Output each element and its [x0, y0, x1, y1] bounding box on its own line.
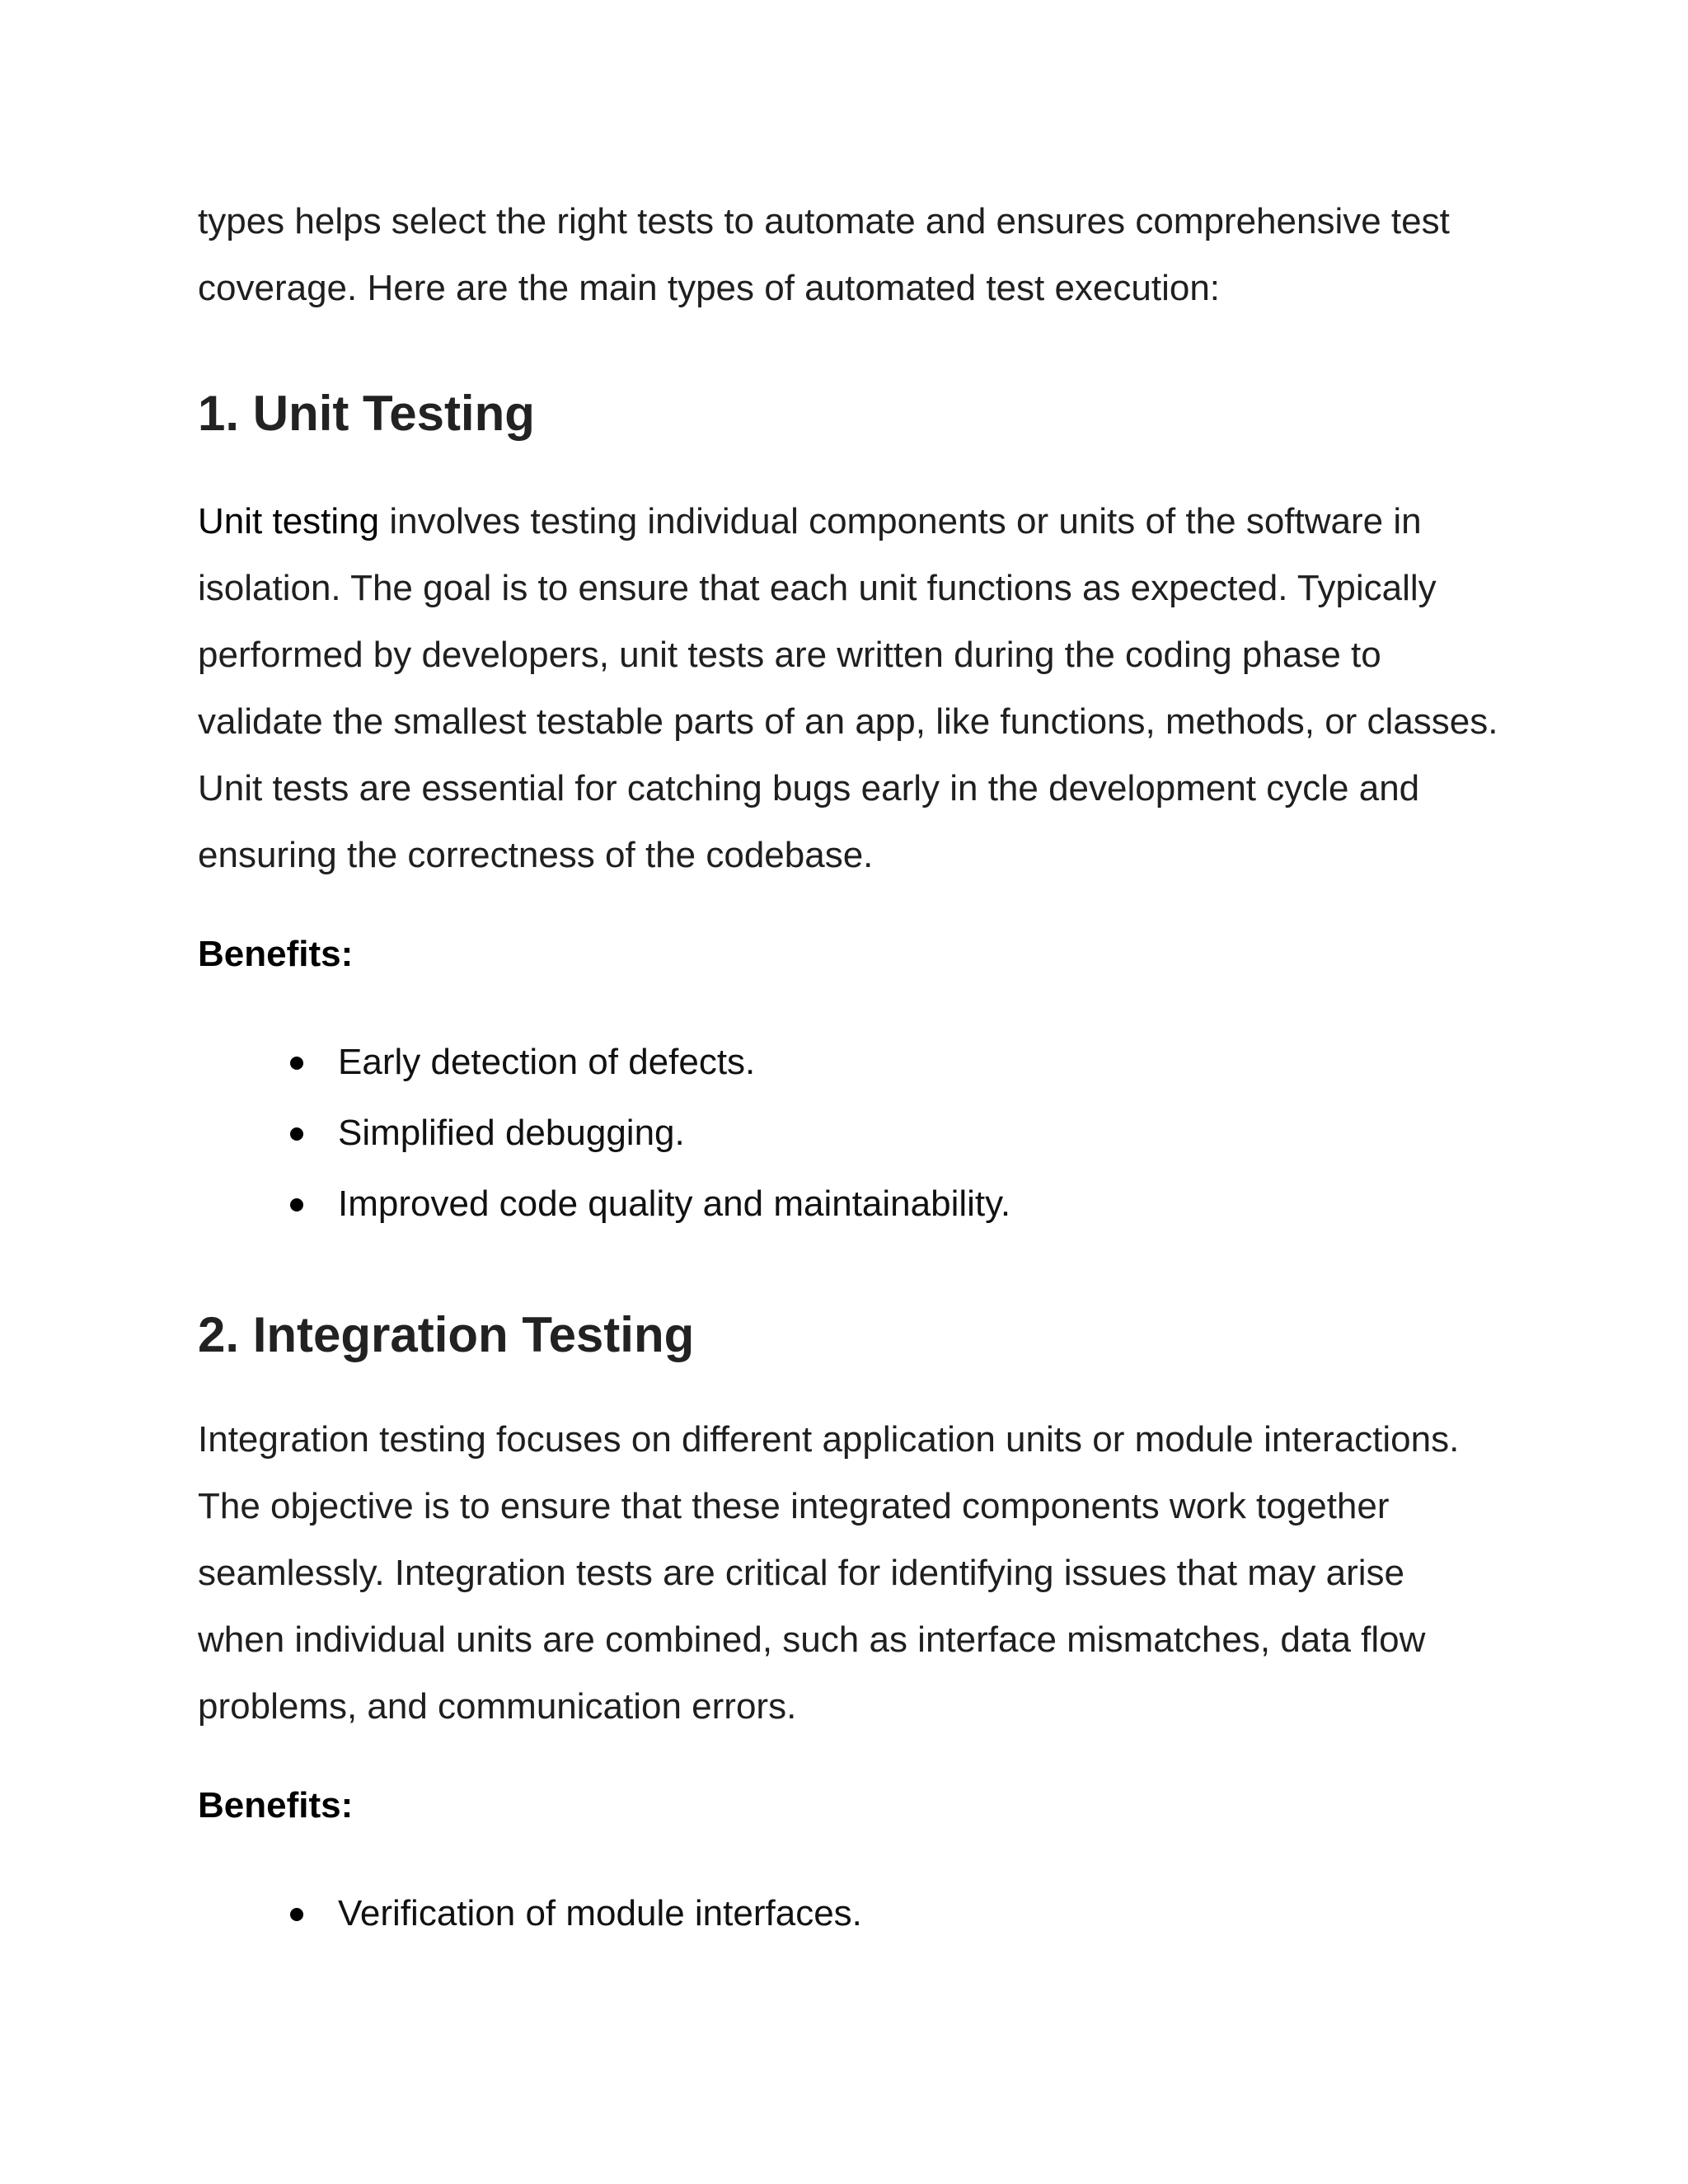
bullet-icon [290, 1198, 303, 1212]
unit-testing-description: involves testing individual components or units of the software in isolation. The goal is to ensure that each unit functions as expected. Typically performed by developers, unit tests are written during the coding phase to validate the smallest testable parts of an app, like functions, methods, or classes. Unit tests are essential for catching bugs early in the development cycle and ensuring the correctness of the codebase. [198, 501, 1498, 875]
intro-paragraph: types helps select the right tests to automate and ensures comprehensive test coverage. Here are the main types of automated test execution: [198, 201, 1450, 308]
list-item [198, 1098, 1500, 1169]
list-item-text: Improved code quality and maintainability. [338, 1183, 1011, 1224]
benefits-label: Benefits: [198, 1785, 354, 1825]
list-item-text: Early detection of defects. [338, 1042, 756, 1082]
integration-testing-paragraph: Integration testing focuses on different application units or module interactions. The objective is to ensure that these integrated components work together seamlessly. Integration tests are critical for identifying issues that may arise when individual units are combined, such as interface mismatches, data flow problems, and communication errors. [198, 1419, 1460, 1727]
list-item [198, 1878, 1500, 1949]
benefits-label: Benefits: [198, 934, 354, 974]
bullet-icon [290, 1908, 303, 1921]
list-item [198, 1169, 1500, 1240]
unit-testing-paragraph [198, 488, 1500, 888]
list-item-text: Verification of module interfaces. [338, 1893, 862, 1933]
unit-testing-benefits-list [198, 1027, 1500, 1240]
list-item-text: Simplified debugging. [338, 1113, 685, 1153]
unit-testing-term: Unit testing [198, 501, 380, 541]
bullet-icon [290, 1057, 303, 1070]
bullet-icon [290, 1127, 303, 1141]
section-heading-integration-testing: 2. Integration Testing [198, 1307, 695, 1362]
section-heading-unit-testing: 1. Unit Testing [198, 386, 535, 441]
list-item [198, 1027, 1500, 1098]
document-page [198, 188, 1500, 1949]
integration-testing-benefits-list [198, 1878, 1500, 1949]
